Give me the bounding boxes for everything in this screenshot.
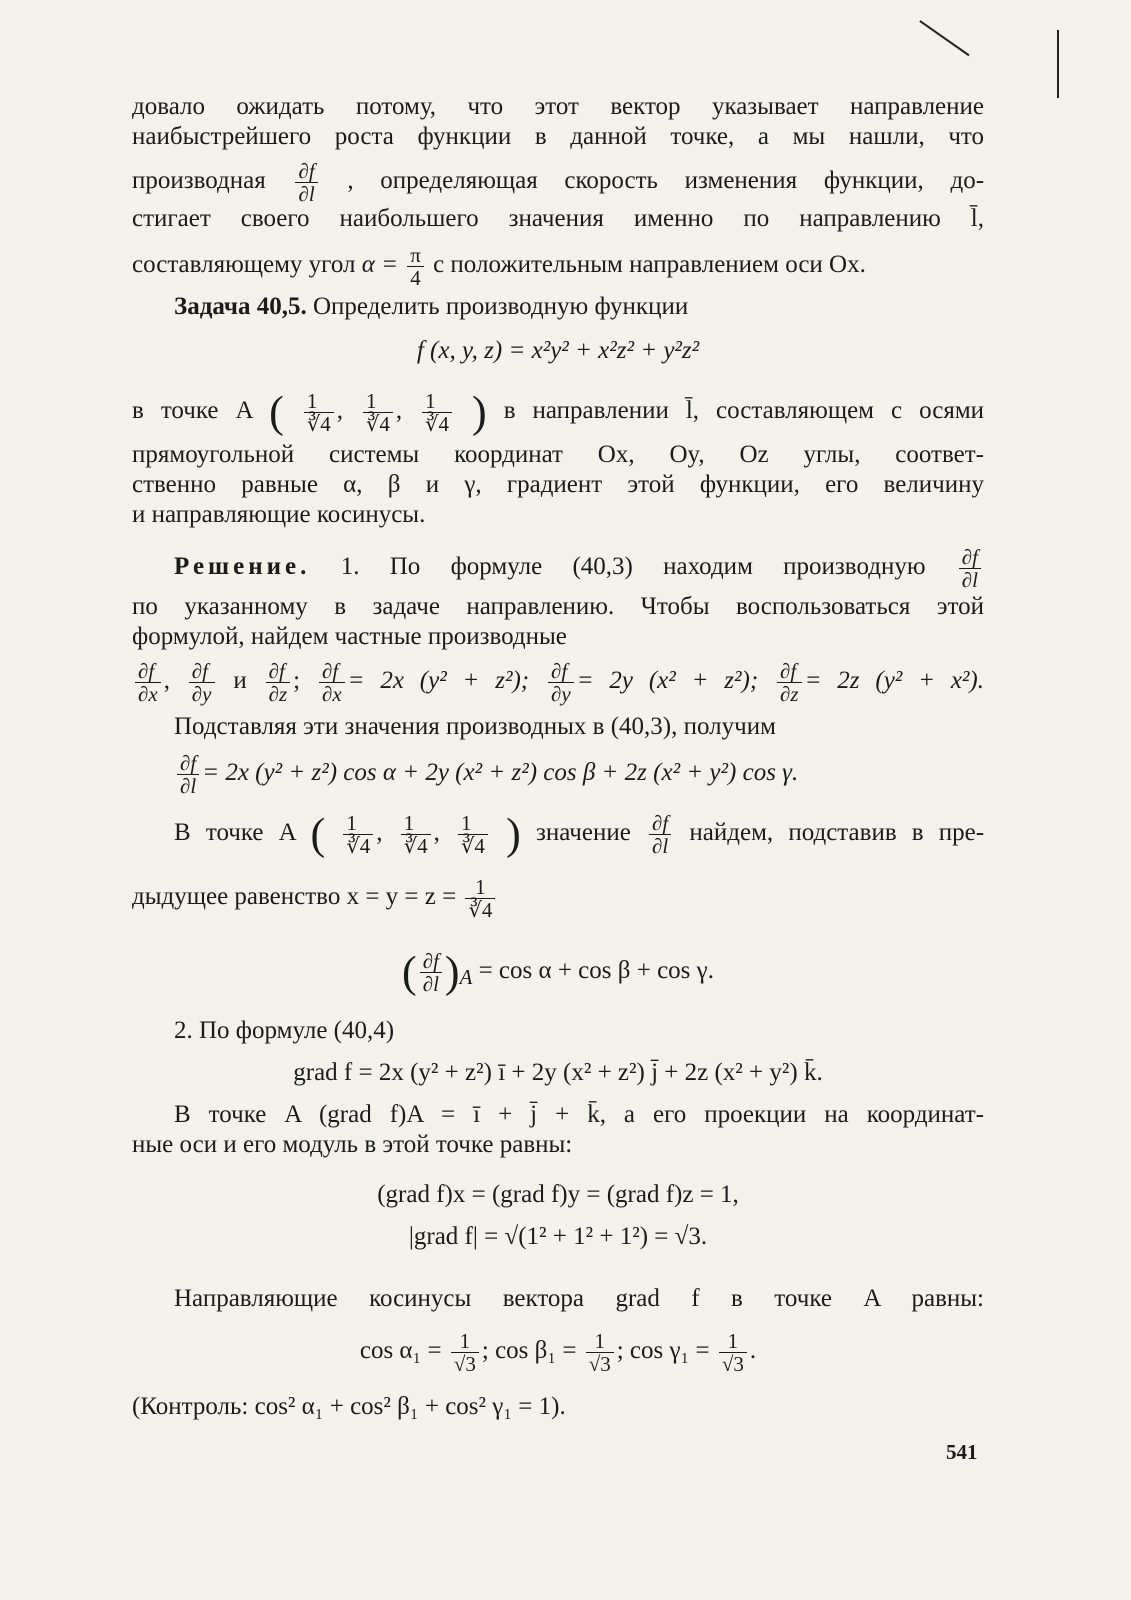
equation-projections: (grad f)x = (grad f)y = (grad f)z = 1, [377,1181,739,1208]
paragraph-line: Подставляя эти значения производных в (40,3), получим [174,713,776,740]
text-span: с положительным направлением оси Ox. [433,251,866,279]
equation-at-a: ( $\frac{\partial f}{\partial l}$ )$_A = \cos \alpha + \cos \beta + \cos \gamma$. [402,947,714,997]
alpha-equation: α = [361,251,398,279]
partial-derivatives: $\frac{\partial f}{\partial x}$ , $\frac{\partial f}{\partial y}$ и $\frac{\partial f}{\partial z}$ ; $\frac{\partial f}{\partial x}$ = 2x (y² + z²); $\frac{\partial f}{\partial y}$ = 2y (x² + z²); $\frac{\partial f}{\partial z}$ = 2z (y² + x²). [132,660,984,705]
paragraph-line [132,160,984,205]
equation-grad: grad f = 2x (y² + z²) ī + 2y (x² + z²) j̄ + 2z (x² + y²) k̄. [293,1059,823,1086]
fraction-1-cbrt4: $\frac{1}{∛4}$ [304,390,334,435]
fraction-df-dl: $\frac{\partial f}{\partial l}$ [959,546,981,591]
paragraph-line: ственно равные α, β и γ, градиент этой функции, его величину [132,471,984,498]
problem-text: Определить производную функции [312,293,689,320]
paragraph-line: стигает своего наибольшего значения именно по направлению l̄, [132,205,984,232]
problem-heading [132,292,984,322]
formula-f: f (x, y, z) = x²y² + x²z² + y²z² [416,337,700,364]
control-line: (Контроль: cos² α₁ + cos² β₁ + cos² γ₁ = 1). [132,1393,566,1420]
paragraph-line: В точке A ( $\frac{1}{∛4}$ , $\frac{1}{∛4}$ , $\frac{1}{∛4}$ ) значение $\frac{\partial f}{\partial l}$ найдем, подставив в пре- [174,809,985,859]
paragraph-line: ные оси и его модуль в этой точке равны: [132,1131,573,1158]
solution-line [132,546,984,591]
paragraph-line: довало ожидать потому, что этот вектор указывает направление [132,93,984,120]
fraction-df-dl: $\frac{\partial f}{\partial l}$ [295,160,317,205]
scan-mark-diagonal [920,20,970,56]
paragraph-line: прямоугольной системы координат Ox, Oy, Oz углы, соответ- [132,441,984,468]
solution-label: Решение. [174,553,311,581]
text-span: , определяющая скорость изменения функции, до- [347,167,985,195]
page-number: 541 [946,1440,978,1464]
equation-modulus: |grad f| = √(1² + 1² + 1²) = √3. [408,1223,708,1250]
text-span: производная [132,167,266,195]
paragraph-line: В точке A (grad f)A = ī + j̄ + k̄, а его проекции на координат- [174,1101,984,1128]
paragraph-line: и направляющие косинусы. [132,501,426,528]
text-span: в точке A [132,397,253,425]
equation-dfdl: $\frac{\partial f}{\partial l}$ = 2x (y² + z²) cos α + 2y (x² + z²) cos β + 2z (x² + y²) cos γ. [132,752,984,797]
paragraph-line: формулой, найдем частные производные [132,623,567,650]
text-span: в направлении l̄, составляющем с осями [503,397,985,425]
paragraph-line: Направляющие косинусы вектора grad f в точке A равны: [174,1285,984,1312]
text-span: составляющему угол [132,251,356,279]
problem-label: Задача 40,5. [174,293,307,320]
fraction-pi-4: $\frac{\pi}{4}$ [407,244,424,289]
paragraph-line: в точке A ( $\frac{1}{∛4}$ , $\frac{1}{∛4}$ , $\frac{1}{∛4}$ ) в направлении l̄, составляющем с осями [132,387,985,437]
scan-mark-vertical [1057,30,1059,98]
paragraph-line: наибыстрейшего роста функции в данной точке, а мы нашли, что [132,123,984,150]
text-span: 1. По формуле (40,3) находим производную [340,553,926,581]
paragraph-line: дыдущее равенство x = y = z = $\frac{1}{∛4}$ [132,876,984,921]
paragraph-line: 2. По формуле (40,4) [174,1017,395,1044]
equation-cosines: cos α₁ = $\frac{1}{√3}$ ; cos β₁ = $\frac{1}{√3}$ ; cos γ₁ = $\frac{1}{√3}$ . [359,1329,757,1376]
paragraph-line [132,244,984,289]
fraction-1-cbrt4: $\frac{1}{∛4}$ [363,390,393,435]
fraction-1-cbrt4: $\frac{1}{∛4}$ [422,390,452,435]
paragraph-line: по указанному в задаче направлению. Чтобы воспользоваться этой [132,593,984,620]
